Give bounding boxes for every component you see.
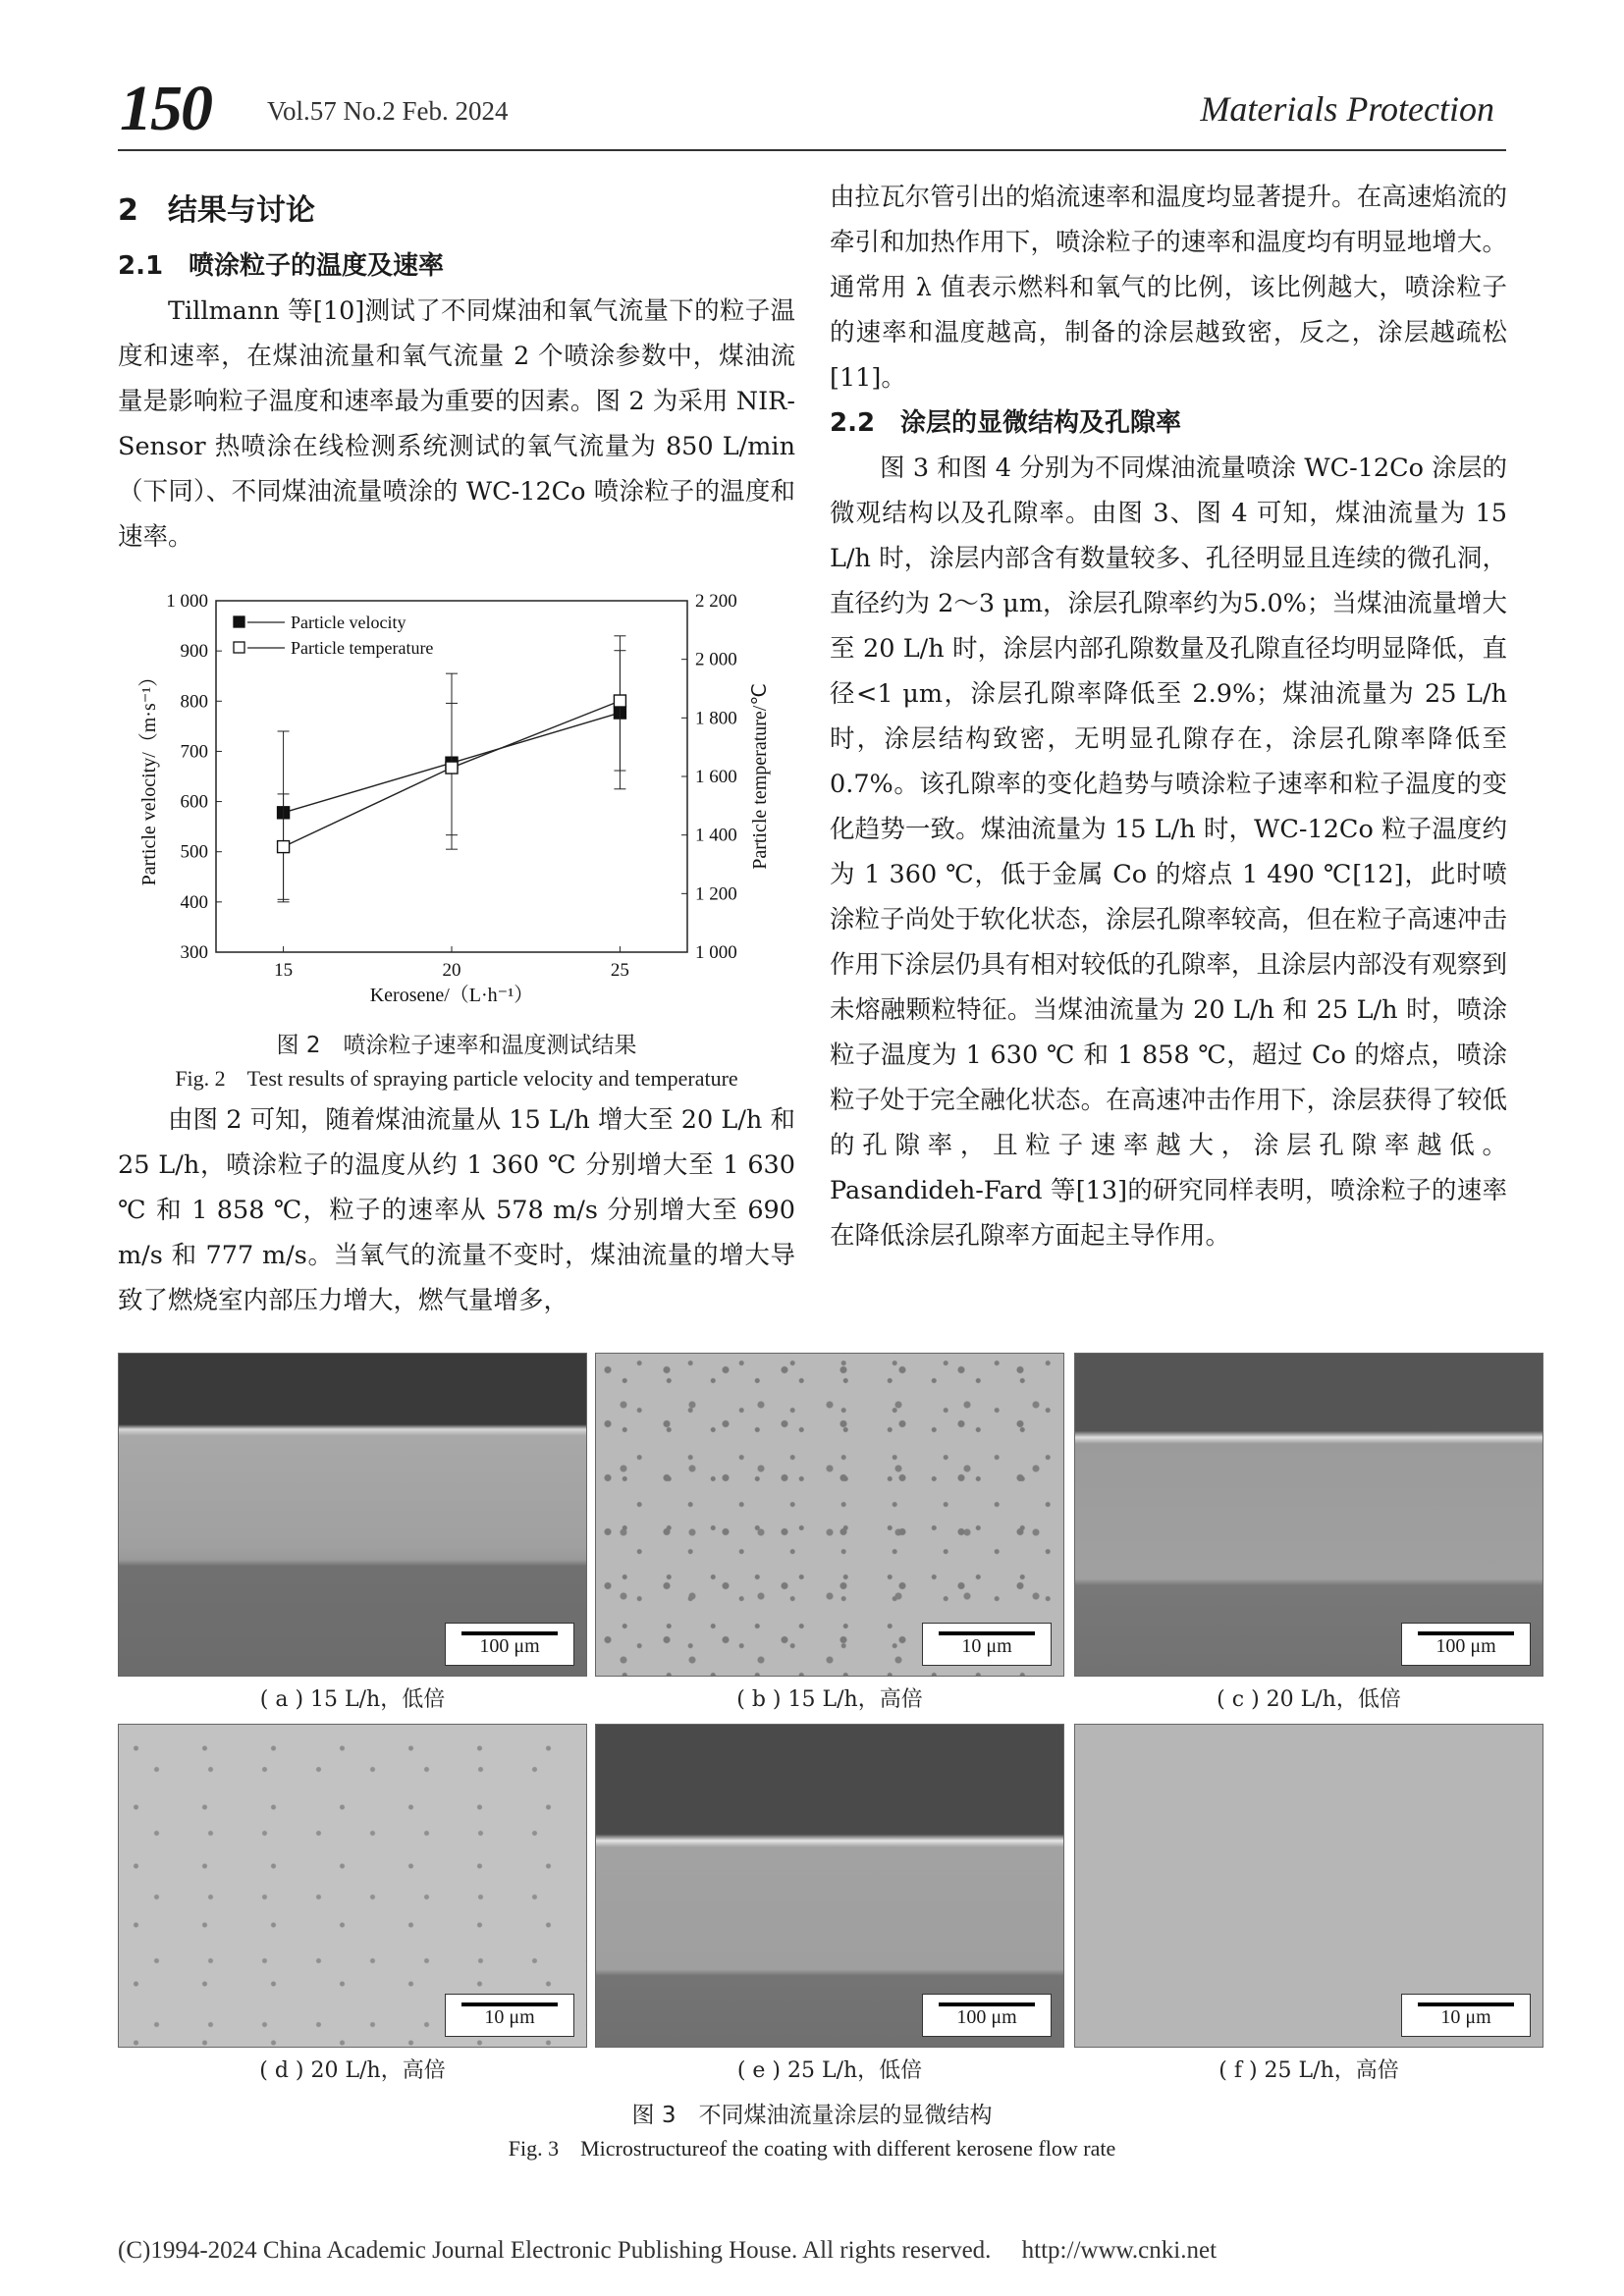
paragraph-right-1: 由拉瓦尔管引出的焰流速率和温度均显著提升。在高速焰流的牵引和加热作用下，喷涂粒子的速率和温度均有明显地增大。通常用 λ 值表示燃料和氧气的比例，该比例越大，喷涂粒子的速率和温度越高，制备的涂层越致密，反之，涂层越疏松[11]。 [830, 183, 1507, 393]
y-tick-label: 400 [180, 891, 208, 913]
y-tick-label: 300 [180, 942, 208, 963]
y2-tick-label: 1 200 [695, 883, 737, 905]
figure-2-caption-cn: 图 2 喷涂粒子速率和温度测试结果 [276, 1033, 637, 1058]
subsection-2-2-title: 2.2 涂层的显微结构及孔隙率 [830, 408, 1182, 438]
scale-bar: 100 μm [922, 1994, 1052, 2037]
header-rule [118, 149, 1506, 151]
y-tick-label: 700 [180, 741, 208, 763]
y2-tick-label: 1 400 [695, 825, 737, 846]
micrograph-d [118, 1724, 587, 2048]
copyright-footer: (C)1994-2024 China Academic Journal Electronic Publishing House. All rights reserved. http://www.cnki.net [118, 2237, 1218, 2264]
figure-2-caption-en: Fig. 2 Test results of spraying particle velocity and temperature [175, 1066, 738, 1091]
legend-marker [234, 642, 244, 653]
y2-axis-label: Particle temperature/℃ [749, 683, 771, 870]
micrograph-d-label: ( d ) 20 L/h，高倍 [259, 2058, 446, 2083]
scale-bar: 100 μm [1401, 1623, 1531, 1666]
paragraph-left-2: 由图 2 可知，随着煤油流量从 15 L/h 增大至 20 L/h 和 25 L/h，喷涂粒子的温度从约 1 360 ℃ 分别增大至 1 630 ℃ 和 1 858 ℃，粒子的速率从 578 m/s 分别增大至 690 m/s 和 777 m/s。当氧气的流量不变时，煤油流量的增大导致了燃烧室内部压力增大，燃气量增多， [118, 1105, 795, 1315]
y2-tick-label: 1 600 [695, 767, 737, 787]
issue-info: Vol.57 No.2 Feb. 2024 [267, 96, 509, 126]
micrograph-e [595, 1724, 1064, 2048]
scale-bar: 10 μm [922, 1623, 1052, 1666]
left-column-top [118, 188, 795, 560]
y2-tick-label: 1 000 [695, 942, 737, 963]
figure-3-caption-en: Fig. 3 Microstructureof the coating with different kerosene flow rate [508, 2136, 1116, 2161]
right-column [830, 175, 1507, 1258]
x-axis-label: Kerosene/（L·h⁻¹） [369, 985, 534, 1006]
y2-tick-label: 2 200 [695, 591, 737, 612]
data-point [278, 841, 290, 853]
y-tick-label: 600 [180, 791, 208, 813]
y-tick-label: 900 [180, 641, 208, 663]
micrograph-a [118, 1353, 587, 1677]
data-point [446, 762, 458, 774]
micrograph-b-label: ( b ) 15 L/h，高倍 [736, 1687, 923, 1712]
page-number: 150 [120, 73, 211, 144]
paragraph-right-2: 图 3 和图 4 分别为不同煤油流量喷涂 WC-12Co 涂层的微观结构以及孔隙率。由图 3、图 4 可知，煤油流量为 15 L/h 时，涂层内部含有数量较多、孔径明显且连续的微孔洞，直径约为 2～3 μm，涂层孔隙率约为5.0%；当煤油流量增大至 20 L/h 时，涂层内部孔隙数量及孔隙直径均明显降低，直径<1 μm，涂层孔隙率降低至 2.9%；煤油流量为 25 L/h 时，涂层结构致密，无明显孔隙存在，涂层孔隙率降低至 0.7%。该孔隙率的变化趋势与喷涂粒子速率和粒子温度的变化趋势一致。煤油流量为 15 L/h 时，WC-12Co 粒子温度约为 1 360 ℃，低于金属 Co 的熔点 1 490 ℃[12]，此时喷涂粒子尚处于软化状态，涂层孔隙率较高，但在粒子高速冲击作用下涂层仍具有相对较低的孔隙率，且涂层内部没有观察到未熔融颗粒特征。当煤油流量为 20 L/h 和 25 L/h 时，喷涂粒子温度为 1 630 ℃ 和 1 858 ℃，超过 Co 的熔点，喷涂粒子处于完全融化状态。在高速冲击作用下，涂层获得了较低的孔隙率，且粒子速率越大，涂层孔隙率越低。Pasandideh-Fard 等[13]的研究同样表明，喷涂粒子的速率在降低涂层孔隙率方面起主导作用。 [830, 454, 1507, 1251]
y-tick-label: 1 000 [166, 591, 208, 612]
micrograph-c [1074, 1353, 1543, 1677]
y2-tick-label: 1 800 [695, 708, 737, 729]
x-tick-label: 15 [274, 960, 294, 981]
y-tick-label: 800 [180, 691, 208, 713]
left-column-bottom [118, 1097, 795, 1323]
figure-3-caption-cn: 图 3 不同煤油流量涂层的显微结构 [631, 2103, 993, 2128]
paragraph-left-1: Tillmann 等[10]测试了不同煤油和氧气流量下的粒子温度和速率，在煤油流量和氧气流量 2 个喷涂参数中，煤油流量是影响粒子温度和速率最为重要的因素。图 2 为采用 NIR-Sensor 热喷涂在线检测系统测试的氧气流量为 850 L/min（下同）、不同煤油流量喷涂的 WC-12Co 喷涂粒子的温度和速率。 [118, 296, 795, 552]
micrograph-c-label: ( c ) 20 L/h，低倍 [1217, 1687, 1401, 1712]
micrograph-e-label: ( e ) 25 L/h，低倍 [736, 2058, 923, 2083]
journal-title: Materials Protection [1200, 89, 1494, 129]
micrograph-f-label: ( f ) 25 L/h，高倍 [1218, 2058, 1399, 2083]
figure-2-chart [118, 587, 795, 1019]
section-title: 2 结果与讨论 [118, 193, 315, 228]
scale-bar: 10 μm [445, 1994, 574, 2037]
subsection-2-1-title: 2.1 喷涂粒子的温度及速率 [118, 251, 445, 281]
x-tick-label: 20 [442, 960, 461, 981]
y2-tick-label: 2 000 [695, 649, 737, 670]
legend-label: Particle temperature [291, 638, 434, 658]
micrograph-f [1074, 1724, 1543, 2048]
y-axis-label: Particle velocity/（m·s⁻¹） [138, 667, 160, 886]
legend-marker [234, 616, 244, 627]
micrograph-b [595, 1353, 1064, 1677]
data-point [614, 695, 625, 707]
legend-label: Particle velocity [291, 613, 406, 632]
scale-bar: 100 μm [445, 1623, 574, 1666]
y-tick-label: 500 [180, 841, 208, 863]
scale-bar: 10 μm [1401, 1994, 1531, 2037]
x-tick-label: 25 [610, 960, 629, 981]
micrograph-a-label: ( a ) 15 L/h，低倍 [259, 1687, 446, 1712]
